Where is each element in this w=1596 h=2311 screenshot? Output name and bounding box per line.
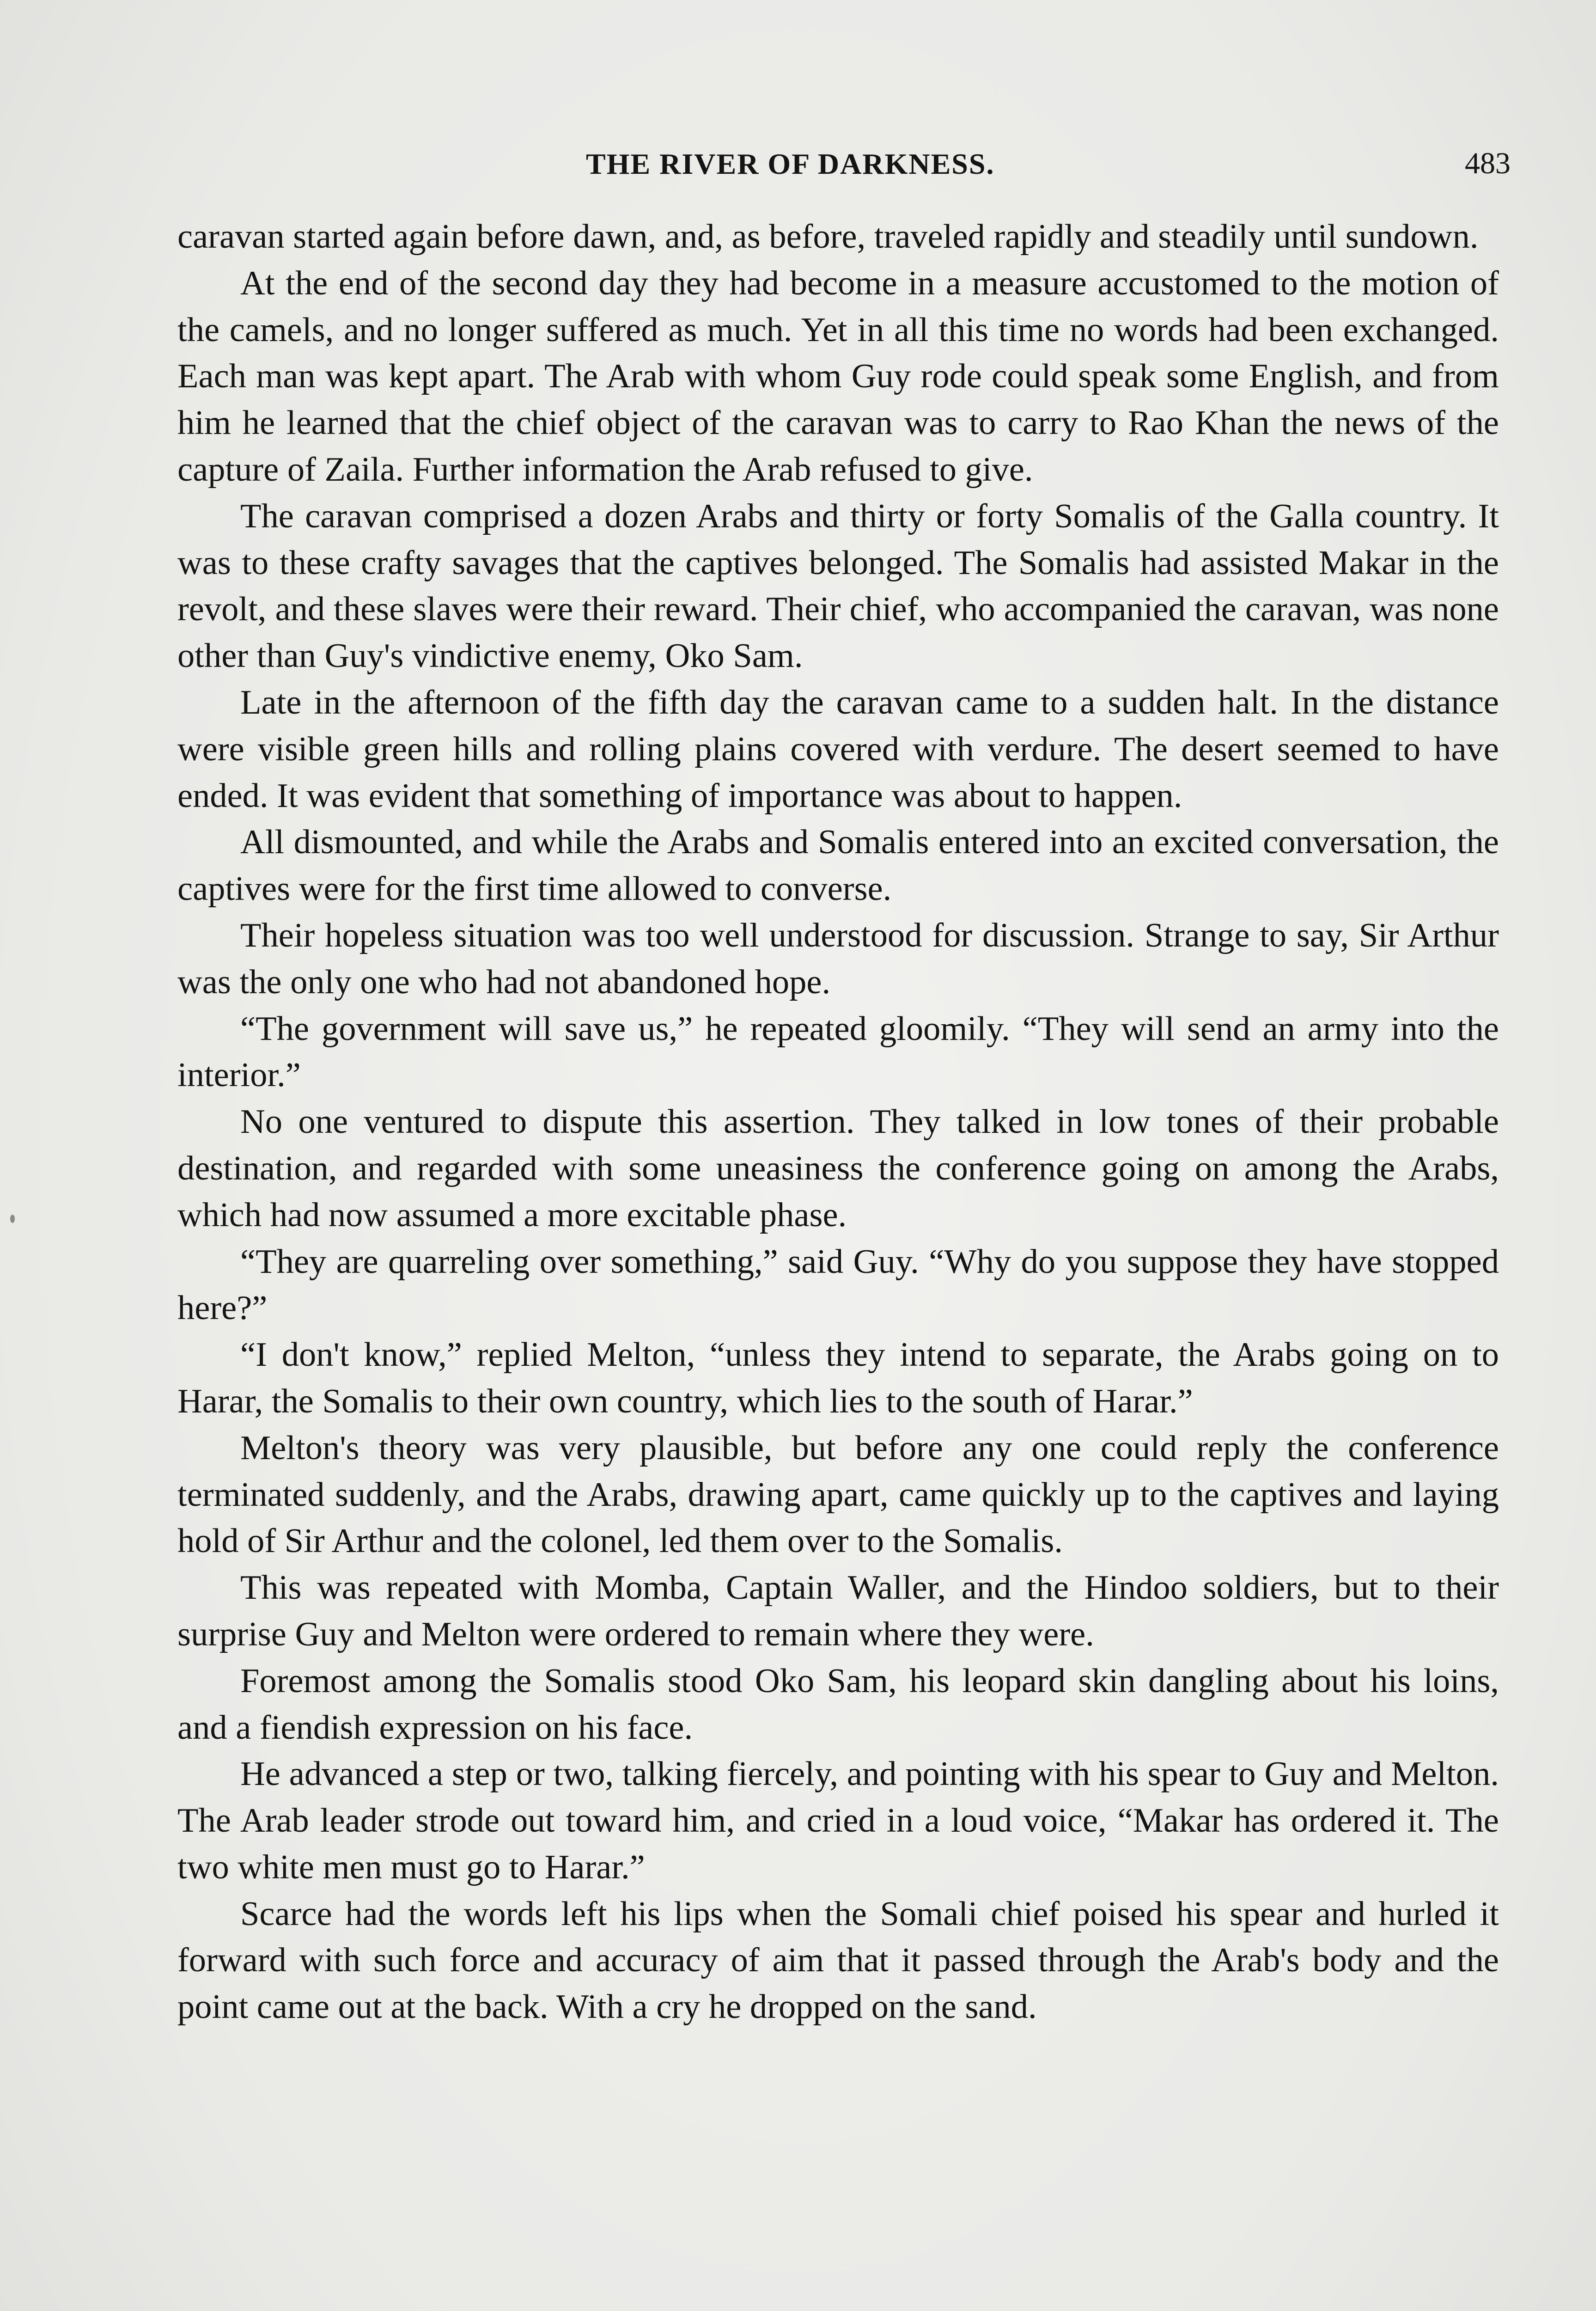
paragraph: This was repeated with Momba, Captain Waller, and the Hindoo soldiers, but to their surprise Guy and Melton were ordered to remain where they were. bbox=[177, 1569, 1499, 1653]
paragraph: The caravan comprised a dozen Arabs and thirty or forty Somalis of the Galla country. It was to these crafty savages that the captives belonged. The Somalis had assisted Makar in the revolt, and these slaves were their reward. Their chief, who accompanied the caravan, was none other than Guy's vindictive enemy, Oko Sam. bbox=[177, 497, 1499, 675]
paragraph: Their hopeless situation was too well understood for discussion. Strange to say, Sir Arthur was the only one who had not abandoned hope. bbox=[177, 916, 1499, 1001]
paragraph: No one ventured to dispute this assertion. They talked in low tones of their probable destination, and regarded with some uneasiness the conference going on among the Arabs, which had now assumed a more excitable phase. bbox=[177, 1103, 1499, 1234]
paragraph: At the end of the second day they had become in a measure accustomed to the motion of the camels, and no longer suffered as much. Yet in all this time no words had been exchanged. Each man was kept apart. The Arab with whom Guy rode could speak some English, and from him he learned that the chief object of the caravan was to carry to Rao Khan the news of the capture of Zaila. Further information the Arab refused to give. bbox=[177, 264, 1499, 489]
body-text bbox=[177, 214, 1499, 2030]
paragraph: “The government will save us,” he repeated gloomily. “They will send an army into the interior.” bbox=[177, 1009, 1499, 1094]
running-title: THE RIVER OF DARKNESS. bbox=[586, 147, 995, 180]
page-number: 483 bbox=[1465, 147, 1511, 180]
paragraph: All dismounted, and while the Arabs and Somalis entered into an excited conversation, the captives were for the first time allowed to converse. bbox=[177, 823, 1499, 908]
paragraph: Late in the afternoon of the fifth day the caravan came to a sudden halt. In the distance were visible green hills and rolling plains covered with verdure. The desert seemed to have ended. It was evident that something of importance was about to happen. bbox=[177, 683, 1499, 815]
print-speck bbox=[10, 1215, 15, 1223]
paragraph: “They are quarreling over something,” said Guy. “Why do you suppose they have stopped here?” bbox=[177, 1242, 1499, 1327]
paragraph: He advanced a step or two, talking fiercely, and pointing with his spear to Guy and Melton. The Arab leader strode out toward him, and cried in a loud voice, “Makar has ordered it. The two white men must go to Harar.” bbox=[177, 1755, 1499, 1886]
paragraph: “I don't know,” replied Melton, “unless they intend to separate, the Arabs going on to Harar, the Somalis to their own country, which lies to the south of Harar.” bbox=[177, 1336, 1499, 1420]
paragraph: Foremost among the Somalis stood Oko Sam, his leopard skin dangling about his loins, and a fiendish expression on his face. bbox=[177, 1662, 1499, 1747]
paragraph-continued: caravan started again before dawn, and, as before, traveled rapidly and steadily until sundown. bbox=[177, 218, 1479, 256]
paragraph: Scarce had the words left his lips when the Somali chief poised his spear and hurled it forward with such force and accuracy of aim that it passed through the Arab's body and the point came out at the back. With a cry he dropped on the sand. bbox=[177, 1895, 1499, 2026]
paragraph: Melton's theory was very plausible, but before any one could reply the conference terminated suddenly, and the Arabs, drawing apart, came quickly up to the captives and laying hold of Sir Arthur and the colonel, led them over to the Somalis. bbox=[177, 1429, 1499, 1560]
